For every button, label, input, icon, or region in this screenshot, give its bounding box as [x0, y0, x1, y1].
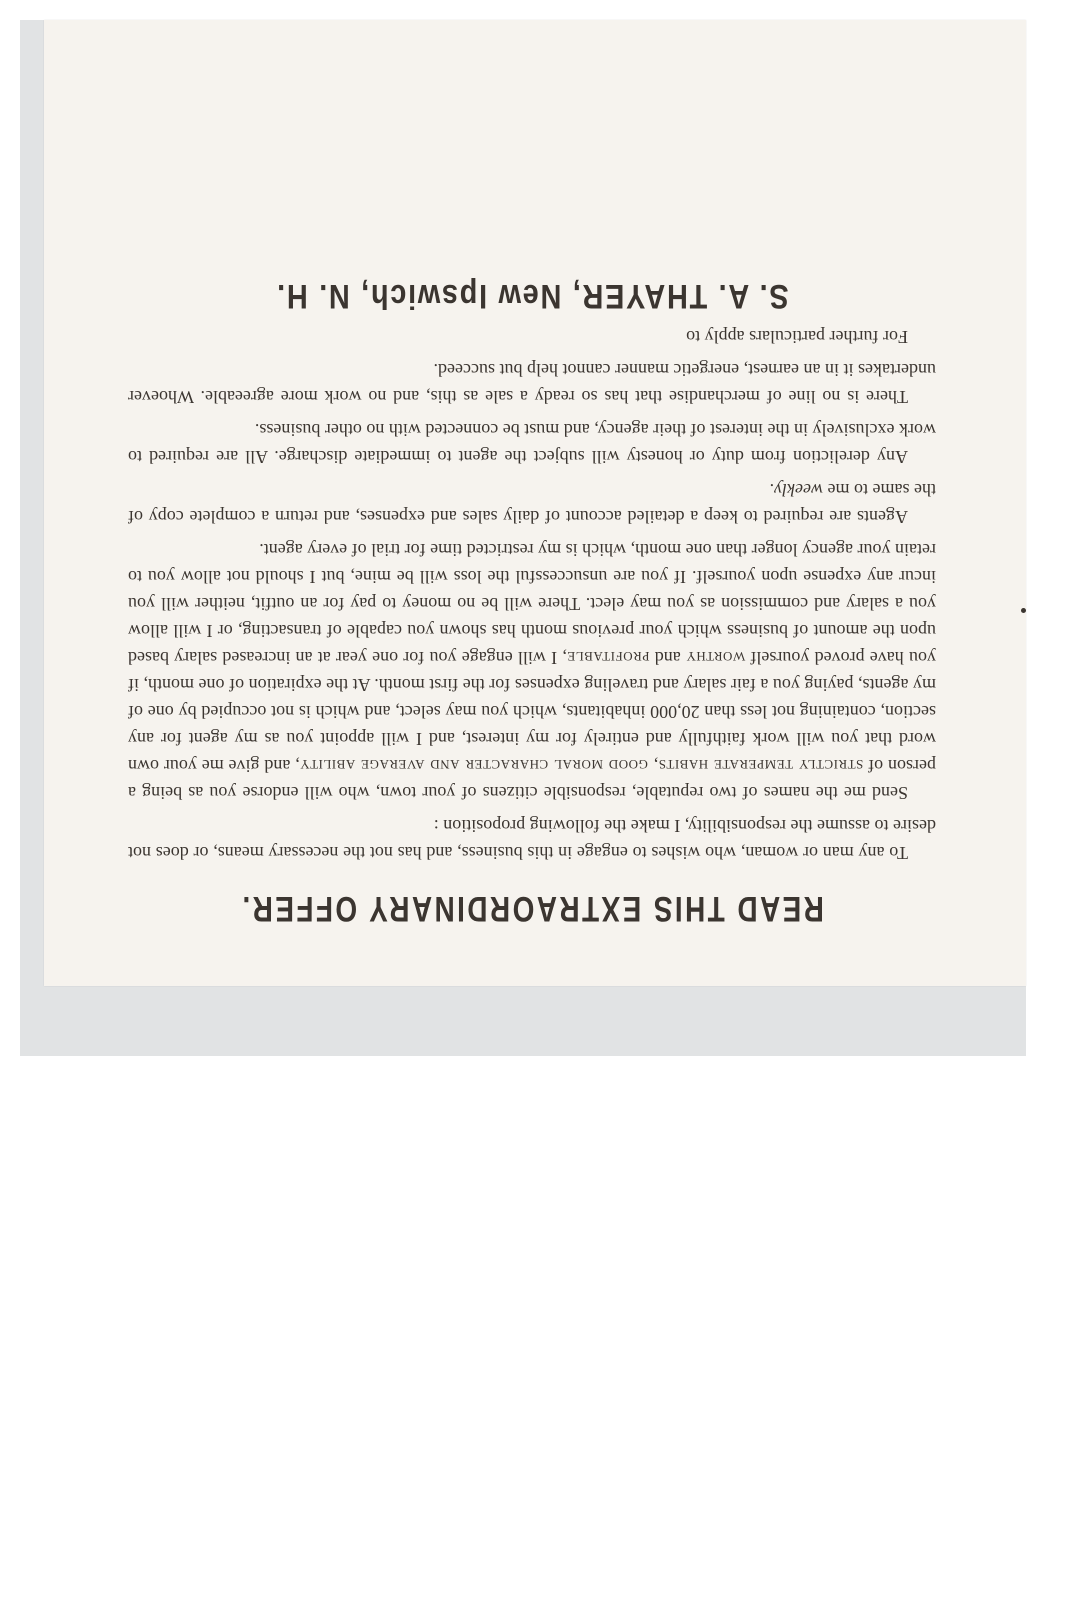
- offer-caps-2: worthy: [685, 648, 746, 668]
- merchandise-paragraph: There is no line of merchandise that has so ready a sale as this, and no work more agreeable. Whoever undertakes it in an earnest, energetic manner cannot help but succeed.: [128, 360, 936, 407]
- signature: S. A. THAYER, New Ipswich, N. H.: [275, 277, 789, 315]
- closing-line: For further particulars apply to: [686, 327, 908, 347]
- agents-text: Agents are required to keep a detailed account of daily sales and expenses, and return a complete copy of the same to me: [128, 480, 936, 527]
- paper-sheet: [44, 20, 1026, 986]
- dereliction-paragraph: Any dereliction from duty or honesty will subject the agent to immediate discharge. All are required to work exclusively in the interest of their agency, and must be connected with no other business.: [128, 420, 936, 467]
- rotated-print: [44, 20, 1026, 986]
- offer-paragraph: [128, 536, 936, 806]
- offer-caps-3: profitable: [566, 648, 650, 668]
- offer-text-1: Send me the names of two reputable, responsible citizens of your town, who will endorse you as being a person of: [128, 756, 936, 803]
- print-block: [128, 276, 936, 928]
- agents-paragraph: [128, 476, 936, 530]
- intro-paragraph: To any man or woman, who wishes to engage in this business, and has not the necessary means, or does not desire to assume the responsibility, I make the following proposition :: [128, 816, 936, 863]
- offer-text-3: and: [649, 648, 686, 668]
- offer-heading: READ THIS EXTRAORDINARY OFFER.: [240, 889, 824, 928]
- offer-text-2: , and give me your own word that you will work faithfully and entirely for my interest, and I will appoint you as my agent for any section, containing not less than 20,000 inhabitants, which you may select, and which is not occupied by one of my agents, paying you a fair salary and traveling expenses for the first month. At the expiration of one month, if you have proved yourself: [128, 648, 936, 776]
- offer-text-4: , I will engage you for one year at an increased salary based upon the amount of business which your previous month has shown you capable of transacting, or I will allow you a salary and commission as you may elect. There will be no money to pay for an outfit, neither will you incur any expense upon yourself. If you are unsuccessful the loss will be mine, but I should not allow you to retain your agency longer than one month, which is my restricted time for trial of every agent.: [127, 540, 936, 668]
- agents-end: .: [769, 480, 775, 500]
- agents-emphasis: weekly: [774, 480, 824, 500]
- offer-caps-1: strictly temperate habits, good moral character and average ability: [299, 756, 864, 776]
